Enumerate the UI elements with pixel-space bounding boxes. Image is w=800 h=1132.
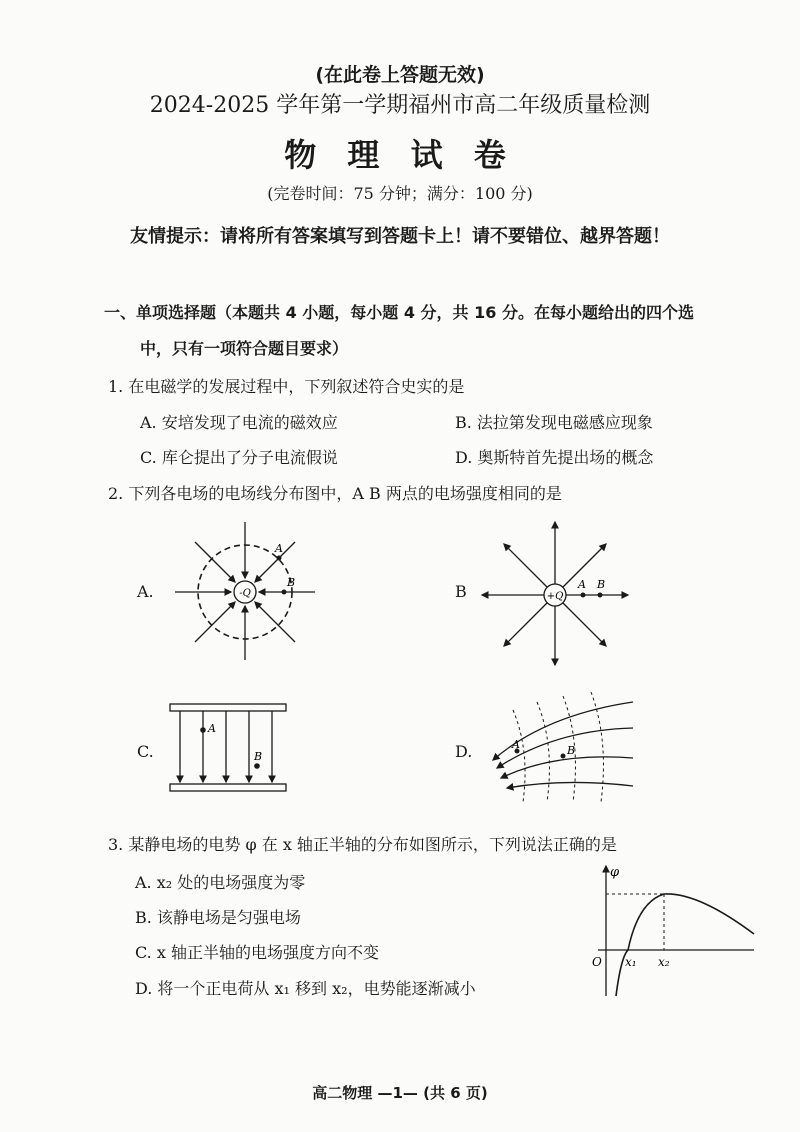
potential-graph xyxy=(588,862,758,1000)
phi-axis-label: φ xyxy=(610,865,620,880)
q3-option-a: A. x₂ 处的电场强度为零 xyxy=(135,873,306,892)
figure-c-label: C. xyxy=(137,742,154,761)
figure-a-label: A. xyxy=(137,582,154,601)
x1-label: x₁ xyxy=(625,955,637,969)
q3-option-d: D. 将一个正电荷从 x₁ 移到 x₂，电势能逐渐减小 xyxy=(135,979,476,998)
friendly-tip: 友情提示：请将所有答案填写到答题卡上！请不要错位、越界答题！ xyxy=(130,226,670,247)
q3-option-b: B. 该静电场是匀强电场 xyxy=(135,908,301,927)
question-2-stem: 2. 下列各电场的电场线分布图中，A B 两点的电场强度相同的是 xyxy=(108,484,562,503)
figure-d-curved-field xyxy=(485,690,635,810)
notice: (在此卷上答题无效) xyxy=(315,64,485,86)
neg-charge-label: -Q xyxy=(239,588,251,599)
pos-charge-label: +Q xyxy=(546,591,564,602)
fig-b-point-a: A xyxy=(578,578,586,591)
fig-a-point-b: B xyxy=(287,576,296,589)
question-3-stem: 3. 某静电场的电势 φ 在 x 轴正半轴的分布如图所示，下列说法正确的是 xyxy=(108,835,617,854)
figure-d-label: D. xyxy=(455,742,473,761)
origin-label: O xyxy=(592,955,602,969)
section-heading-cont: 中，只有一项符合题目要求） xyxy=(140,339,349,358)
exam-title: 2024-2025 学年第一学期福州市高二年级质量检测 xyxy=(149,93,651,118)
q1-option-d: D. 奥斯特首先提出场的概念 xyxy=(455,448,654,467)
fig-d-point-a: A xyxy=(512,738,520,751)
fig-c-point-a: A xyxy=(208,722,216,735)
fig-b-point-b: B xyxy=(597,578,606,591)
figure-b-label: B xyxy=(455,582,467,601)
x2-label: x₂ xyxy=(658,955,670,969)
figure-c-parallel-plates xyxy=(168,700,288,800)
figure-a-negative-charge xyxy=(175,520,315,660)
q3-option-c: C. x 轴正半轴的电场强度方向不变 xyxy=(135,943,379,962)
exam-info: (完卷时间：75 分钟；满分：100 分) xyxy=(267,184,533,203)
subject-title: 物 理 试 卷 xyxy=(284,136,516,174)
q1-option-a: A. 安培发现了电流的磁效应 xyxy=(140,413,338,432)
q1-option-c: C. 库仑提出了分子电流假说 xyxy=(140,448,338,467)
fig-a-point-a: A xyxy=(275,542,283,555)
fig-c-point-b: B xyxy=(254,750,263,763)
q1-option-b: B. 法拉第发现电磁感应现象 xyxy=(455,413,653,432)
section-heading: 一、单项选择题（本题共 4 小题，每小题 4 分，共 16 分。在每小题给出的四个选 xyxy=(104,303,694,322)
question-1-stem: 1. 在电磁学的发展过程中，下列叙述符合史实的是 xyxy=(108,377,465,396)
fig-d-point-b: B xyxy=(567,744,576,757)
figure-b-positive-charge xyxy=(480,520,630,670)
page-footer: 高二物理 —1— (共 6 页) xyxy=(312,1084,488,1102)
